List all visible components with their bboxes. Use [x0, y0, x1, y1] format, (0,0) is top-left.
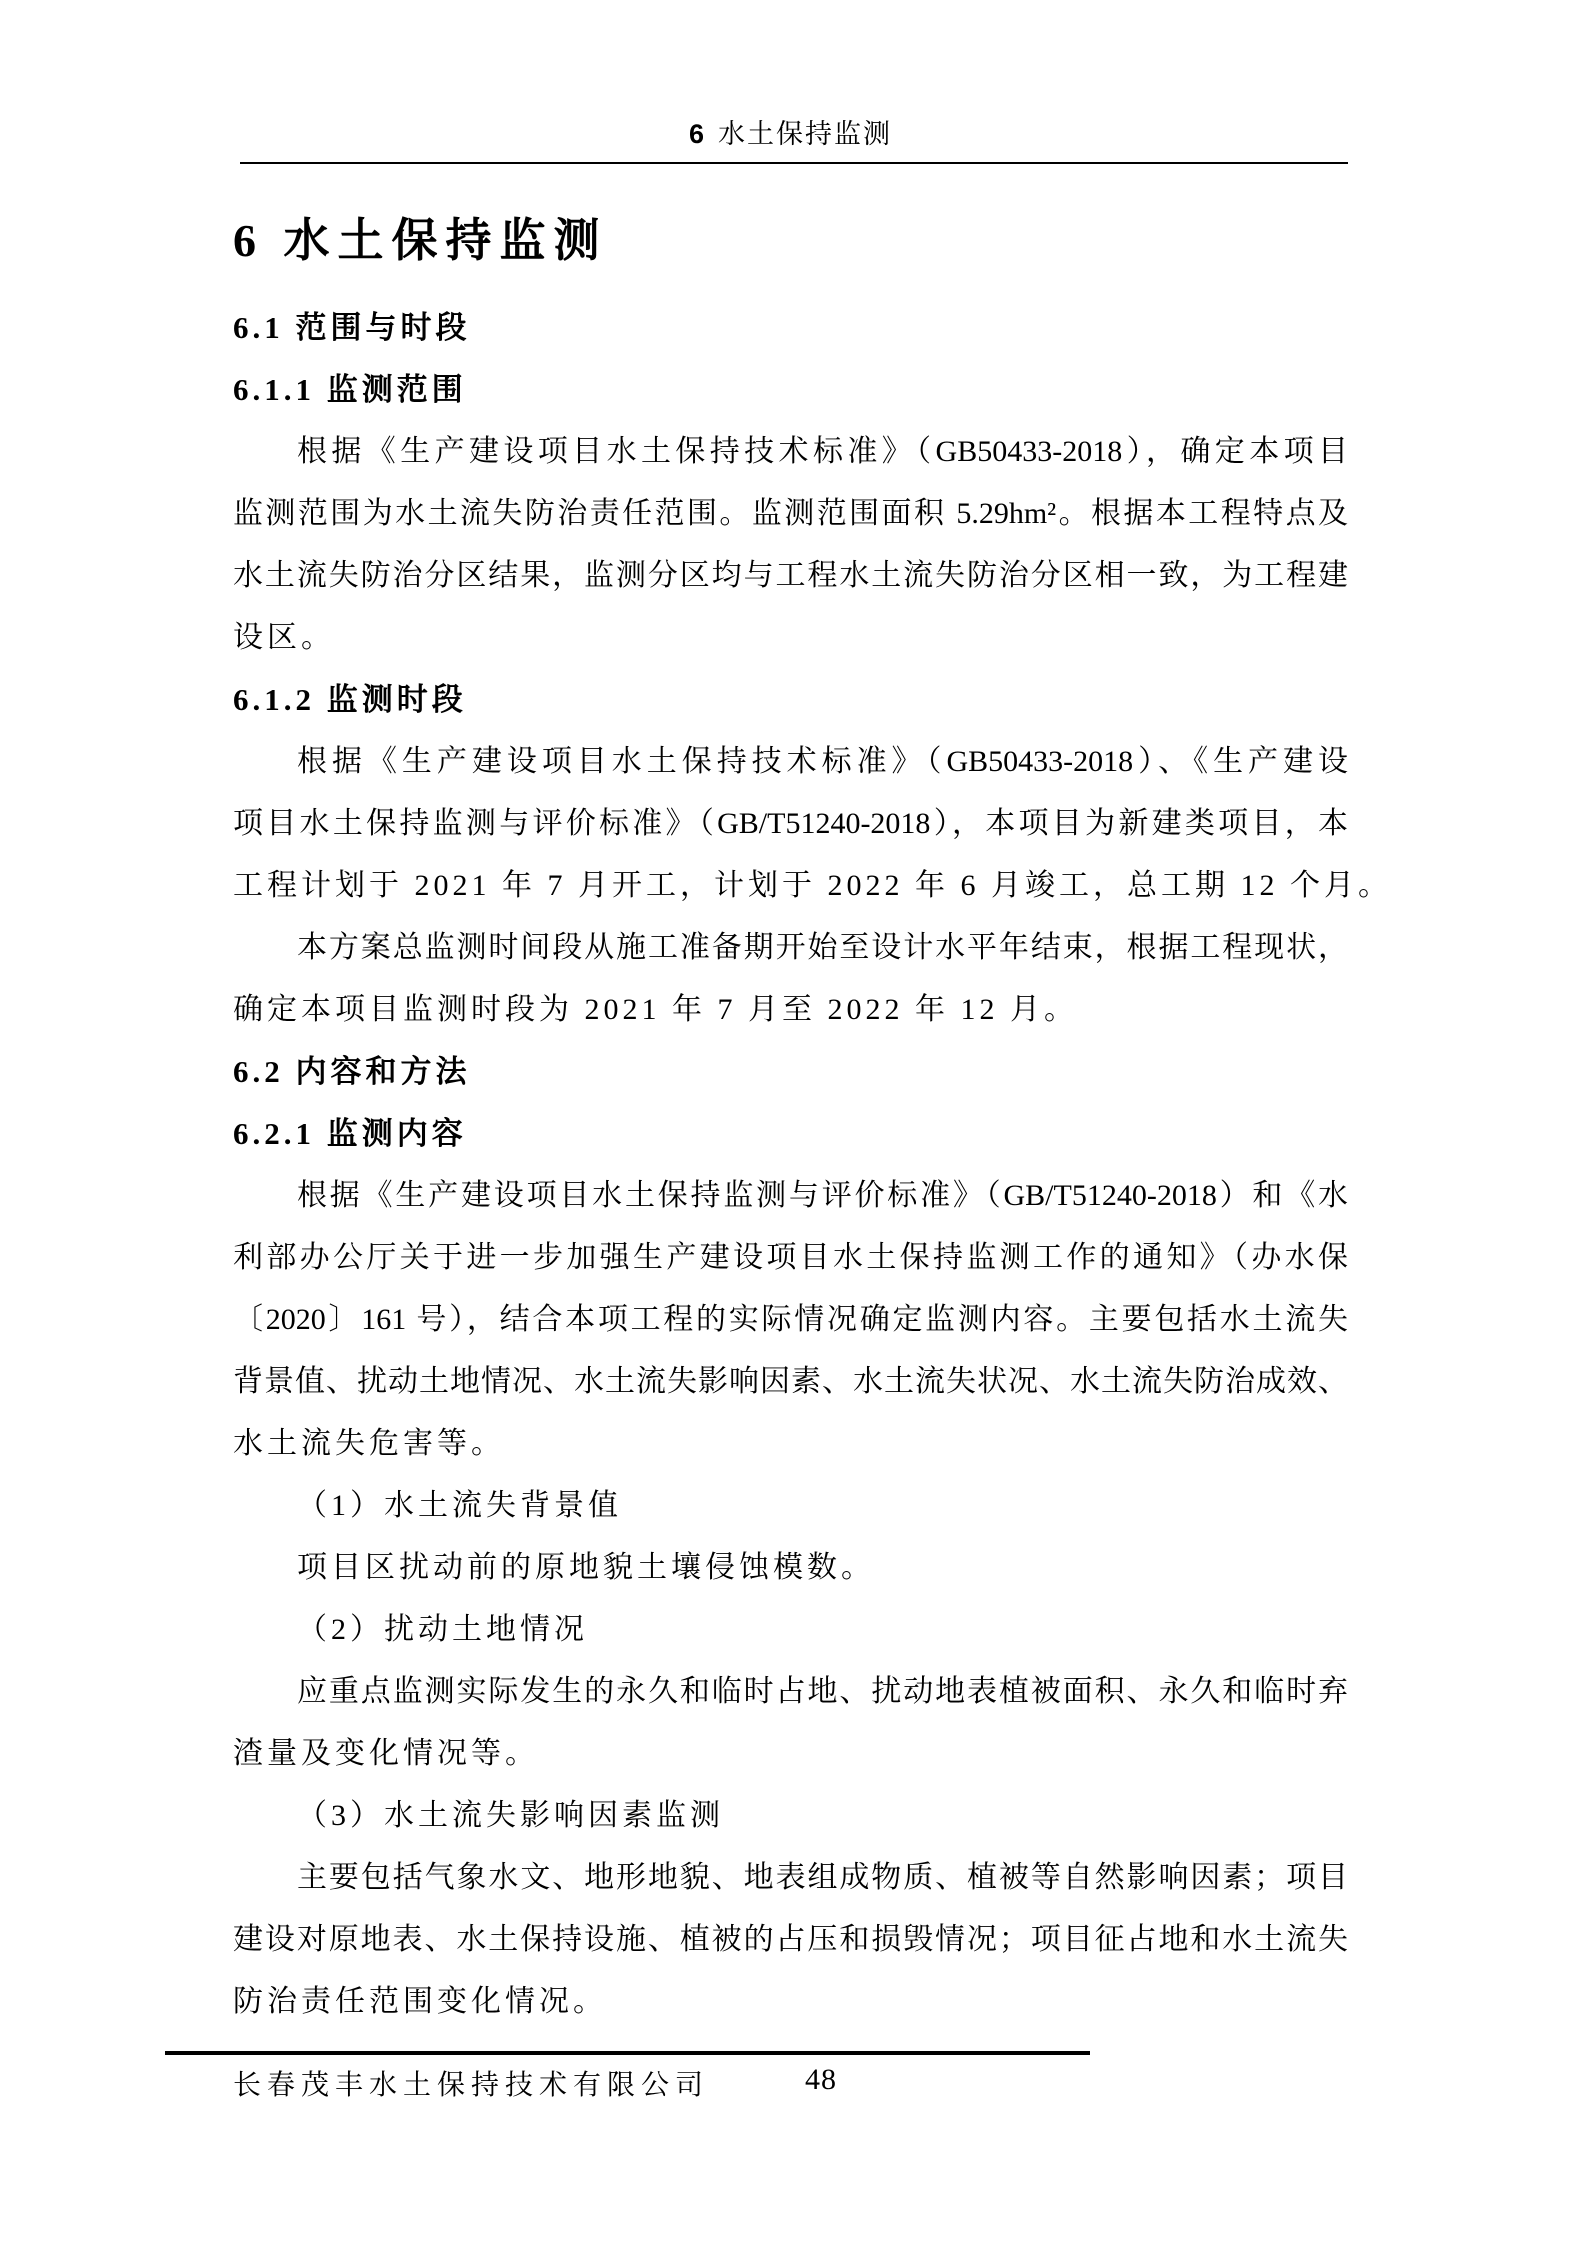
paragraph-line: 主要包括气象水文、地形地貌、地表组成物质、植被等自然影响因素；项目 — [297, 1861, 1348, 1894]
paragraph-line: 背景值、扰动土地情况、水土流失影响因素、水土流失状况、水土流失防治成效、 — [233, 1365, 1348, 1398]
paragraph-line: 利部办公厅关于进一步加强生产建设项目水土保持监测工作的通知》（办水保 — [233, 1241, 1348, 1274]
paragraph-line: 根据《生产建设项目水土保持技术标准》（GB50433-2018），确定本项目 — [297, 435, 1348, 468]
paragraph-line: 项目水土保持监测与评价标准》（GB/T51240-2018），本项目为新建类项目，本 — [233, 807, 1348, 840]
list-item-1: （1）水土流失背景值 — [297, 1489, 622, 1522]
heading-6-1: 6.1 范围与时段 — [233, 310, 471, 345]
paragraph-line: 根据《生产建设项目水土保持监测与评价标准》（GB/T51240-2018）和《水 — [297, 1179, 1348, 1212]
heading-6-1-1: 6.1.1 监测范围 — [233, 372, 467, 407]
paragraph-line: 水土流失防治分区结果，监测分区均与工程水土流失防治分区相一致，为工程建 — [233, 559, 1348, 592]
paragraph-line: 渣量及变化情况等。 — [233, 1737, 539, 1770]
paragraph-line: 应重点监测实际发生的永久和临时占地、扰动地表植被面积、永久和临时弃 — [297, 1675, 1348, 1708]
heading-6-1-2: 6.1.2 监测时段 — [233, 682, 467, 717]
paragraph-line: 防治责任范围变化情况。 — [233, 1985, 607, 2018]
list-item-3: （3）水土流失影响因素监测 — [297, 1799, 724, 1832]
paragraph-line: 监测范围为水土流失防治责任范围。监测范围面积 5.29hm²。根据本工程特点及 — [233, 497, 1348, 530]
list-item-2: （2）扰动土地情况 — [297, 1613, 588, 1646]
page-header — [233, 112, 1348, 151]
heading-6-2-1: 6.2.1 监测内容 — [233, 1116, 467, 1151]
paragraph-line: 工程计划于 2021 年 7 月开工，计划于 2022 年 6 月竣工，总工期 12 个月。 — [233, 869, 1392, 902]
footer-rule — [165, 2051, 1090, 2055]
header-chapter-title: 水土保持监测 — [718, 119, 893, 149]
paragraph-line: 本方案总监测时间段从施工准备期开始至设计水平年结束，根据工程现状， — [297, 931, 1348, 964]
heading-6-2: 6.2 内容和方法 — [233, 1054, 471, 1089]
footer-company-name: 长春茂丰水土保持技术有限公司 — [233, 2070, 710, 2101]
paragraph-line: 水土流失危害等。 — [233, 1427, 505, 1460]
document-body — [233, 297, 1392, 2033]
paragraph-line: 确定本项目监测时段为 2021 年 7 月至 2022 年 12 月。 — [233, 993, 1078, 1026]
paragraph-line: 根据《生产建设项目水土保持技术标准》（GB50433-2018）、《生产建设 — [297, 745, 1348, 778]
chapter-title: 6 水土保持监测 — [233, 215, 608, 266]
page-footer — [233, 2063, 1348, 2101]
header-rule — [240, 162, 1348, 164]
paragraph-line: 设区。 — [233, 621, 335, 654]
paragraph-line: 建设对原地表、水土保持设施、植被的占压和损毁情况；项目征占地和水土流失 — [233, 1923, 1348, 1956]
page-number: 48 — [805, 2063, 837, 2096]
paragraph-line: 项目区扰动前的原地貌土壤侵蚀模数。 — [297, 1551, 875, 1584]
paragraph-line: 〔2020〕161 号），结合本项工程的实际情况确定监测内容。主要包括水土流失 — [233, 1303, 1348, 1336]
header-chapter-number: 6 — [688, 119, 705, 149]
